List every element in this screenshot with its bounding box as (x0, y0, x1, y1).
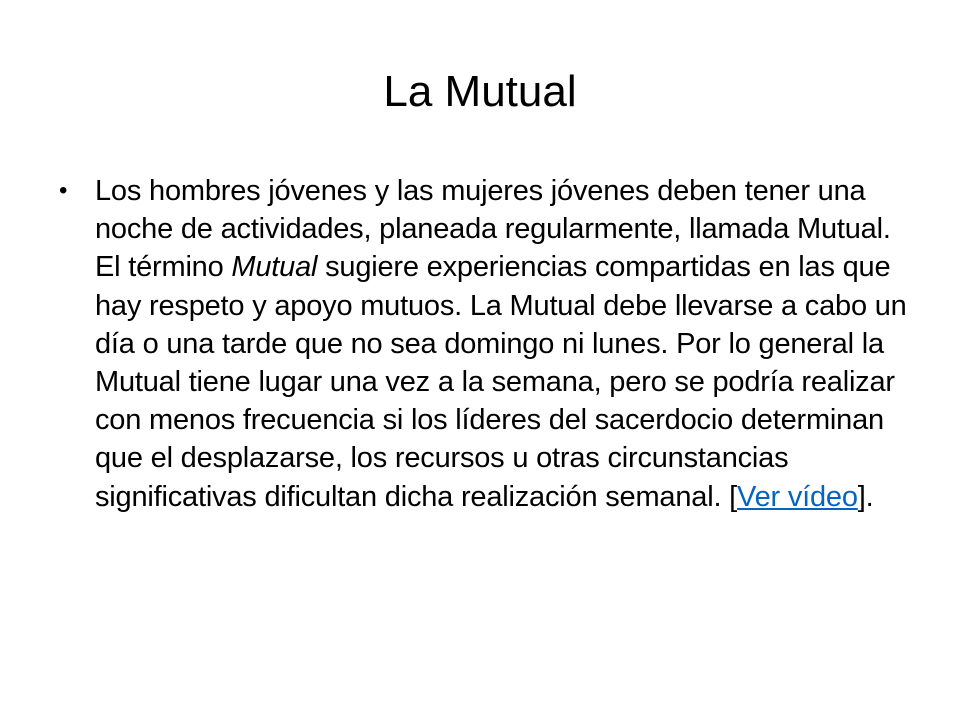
bullet-icon: • (59, 177, 68, 204)
video-link[interactable]: Ver vídeo (737, 480, 858, 513)
paragraph-text-end: ]. (857, 480, 874, 513)
bullet-item (59, 172, 915, 516)
paragraph-text-middle: sugiere experiencias compartidas en las que hay respeto y apoyo mutuos. La Mutual debe llevarse a cabo un día o una tarde que no sea domingo ni lunes. Por lo general la Mutual tiene lugar una vez a la semana, pero se podría realizar con menos frecuencia si los líderes del sacerdocio determinan que el desplazarse, los recursos u otras circunstancias significativas dificultan dicha realización semanal. [ (95, 251, 907, 513)
italic-term: Mutual (231, 251, 318, 284)
slide-body (59, 172, 915, 516)
paragraph-text-start: Los hombres jóvenes y las mujeres jóvenes deben tener una noche de actividades, planeada regularmente, llamada Mutual. El término (95, 175, 891, 284)
slide-title: La Mutual (383, 67, 577, 116)
